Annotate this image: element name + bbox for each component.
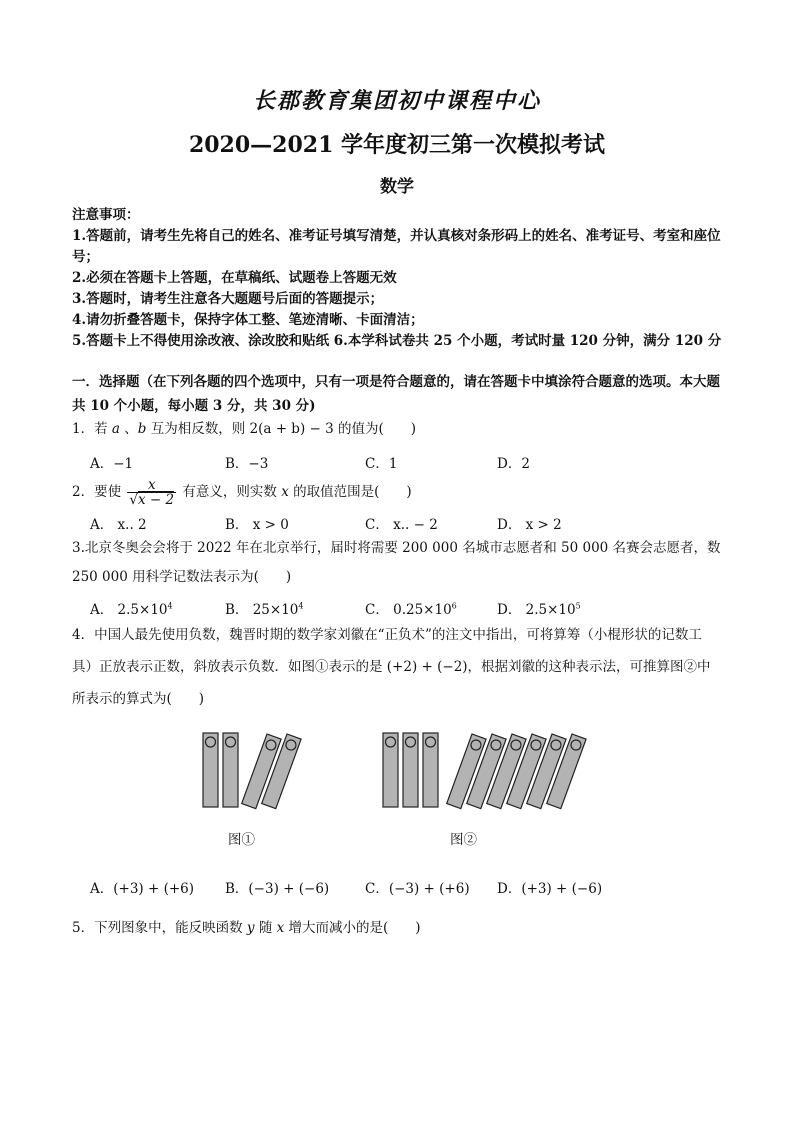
- question-3: 3.北京冬奥会会将于 2022 年在北京举行，届时将需要 200 000 名城市志愿者和 50 000 名赛会志愿者，数 250 000 用科学记数法表示为( ): [72, 540, 721, 585]
- q1-var-b: b: [137, 421, 147, 437]
- figure-2-label: 图②: [450, 832, 477, 848]
- q5-var-x: x: [276, 920, 285, 936]
- q2-var: x: [281, 484, 289, 500]
- question-2: [72, 478, 412, 507]
- q3-option-d: [497, 598, 581, 618]
- section-heading: 一．选择题（在下列各题的四个选项中，只有一项是符合题意的，请在答题卡中填涂符合题意的选项。本大题共 10 个小题，每小题 3 分，共 30 分): [72, 374, 720, 414]
- figure-1-label: 图①: [228, 832, 255, 848]
- rod-upright: [403, 733, 418, 807]
- q2-option-b: B． x > 0: [225, 517, 289, 533]
- q1-var-a: a: [111, 421, 120, 437]
- q1-sep: 、: [119, 421, 138, 437]
- q2-radicand: x − 2: [138, 492, 175, 508]
- note-item: 2.必须在答题卡上答题，在草稿纸、试题卷上答题无效: [72, 270, 397, 286]
- q1-option-c: C．1: [365, 456, 398, 472]
- q4-option-b: B．(−3) + (−6): [225, 881, 330, 897]
- q3-option-d-base: D． 2.5×10: [497, 602, 576, 618]
- q2-option-c: C． x.. − 2: [365, 517, 438, 533]
- q1-option-a: A．−1: [90, 456, 134, 472]
- q5-text: 增大而减小的是( ): [284, 920, 421, 936]
- q3-option-a: [90, 598, 173, 618]
- q1-option-d: D．2: [497, 456, 530, 472]
- note-item: 1.答题前，请考生先将自己的姓名、准考证号填写清楚，并认真核对条形码上的姓名、准考证号、考室和座位号；: [72, 228, 721, 265]
- figure-2-counting-rods: [375, 728, 605, 813]
- question-4: 4．中国人最先使用负数，魏晋时期的数学家刘徽在“正负术”的注文中指出，可将算筹（小棍形状的记数工具）正放表示正数，斜放表示负数．如图①表示的是 (+2) + (−2)，根据刘徽的这种表示法，可推算图②中所表示的算式为( ): [72, 627, 711, 707]
- q1-text: 互为相反数，则: [146, 421, 250, 437]
- rod-upright: [203, 733, 218, 807]
- note-item: 4.请勿折叠答题卡，保持字体工整、笔迹清晰、卡面清洁；: [72, 312, 424, 328]
- q3-option-a-exp: 4: [167, 601, 173, 611]
- q3-option-d-exp: 5: [575, 601, 581, 611]
- q1-option-b: B．−3: [225, 456, 269, 472]
- q2-text: 2．要使: [72, 484, 126, 500]
- q2-text: 有意义，则实数: [178, 484, 282, 500]
- q5-text: 5．下列图象中，能反映函数: [72, 920, 247, 936]
- q3-option-b-exp: 4: [298, 601, 304, 611]
- q2-option-d: D． x > 2: [497, 517, 562, 533]
- exam-title: 2020—2021 学年度初三第一次模拟考试: [188, 132, 606, 158]
- q2-frac-denominator: √x − 2: [129, 492, 175, 508]
- q4-option-a: A．(+3) + (+6): [90, 881, 195, 897]
- note-item: 5.答题卡上不得使用涂改液、涂改胶和贴纸 6.本学科试卷共 25 个小题，考试时量 120 分钟，满分 120 分: [72, 333, 722, 349]
- q3-option-b-base: B． 25×10: [225, 602, 299, 618]
- note-item: 3.答题时，请考生注意各大题题号后面的答题提示；: [72, 291, 384, 307]
- q5-var-y: y: [246, 920, 255, 936]
- q3-option-c-exp: 6: [451, 601, 457, 611]
- q1-text: 的值为( ): [333, 421, 417, 437]
- rod-upright: [423, 733, 438, 807]
- q4-option-c: C．(−3) + (+6): [365, 881, 470, 897]
- brand-header: 长郡教育集团初中课程中心: [252, 88, 541, 114]
- q2-fraction: [127, 478, 176, 507]
- q2-text: 的取值范围是( ): [288, 484, 412, 500]
- question-1: [72, 418, 416, 440]
- q2-frac-numerator: x: [127, 478, 176, 493]
- subject-title: 数学: [380, 177, 414, 197]
- q3-option-c-base: C． 0.25×10: [365, 602, 452, 618]
- figure-1-counting-rods: [195, 728, 315, 813]
- notes-heading: 注意事项：: [72, 207, 140, 223]
- q5-text: 随: [254, 920, 277, 936]
- q1-expression: 2(a + b) − 3: [249, 421, 334, 437]
- q4-option-d: D．(+3) + (−6): [497, 881, 603, 897]
- question-5: [72, 917, 421, 939]
- q2-option-a: A． x.. 2: [90, 517, 147, 533]
- q1-text: 1．若: [72, 421, 112, 437]
- rod-upright: [383, 733, 398, 807]
- q3-option-a-base: A． 2.5×10: [90, 602, 168, 618]
- q3-option-c: [365, 598, 457, 618]
- rod-upright: [223, 733, 238, 807]
- q3-option-b: [225, 598, 303, 618]
- notes-block: [72, 205, 727, 352]
